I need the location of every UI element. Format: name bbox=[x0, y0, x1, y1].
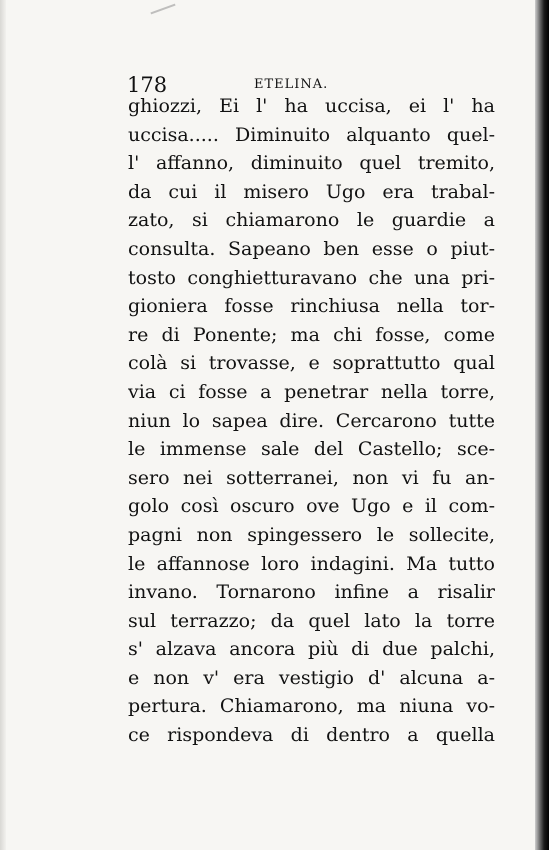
scan-mark bbox=[150, 4, 175, 15]
text-line: da cui il misero Ugo era trabal- bbox=[128, 180, 495, 203]
text-line: e non v' era vestigio d' alcuna a- bbox=[128, 666, 495, 689]
text-line: le immense sale del Castello; sce- bbox=[128, 438, 495, 461]
text-line: gioniera fosse rinchiusa nella tor- bbox=[128, 295, 495, 318]
text-line: zato, si chiamarono le guardie a bbox=[128, 209, 495, 232]
text-line: invano. Tornarono infine a risalir bbox=[128, 581, 495, 604]
text-line: l' affanno, diminuito quel tremito, bbox=[128, 152, 495, 175]
text-line: consulta. Sapeano ben esse o piut- bbox=[128, 237, 495, 260]
text-line: tosto conghietturavano che una pri- bbox=[128, 266, 495, 289]
text-line: pertura. Chiamarono, ma niuna vo- bbox=[128, 695, 495, 718]
text-line: ghiozzi, Ei l' ha uccisa, ei l' ha bbox=[128, 95, 495, 117]
running-head: ETELINA. bbox=[254, 77, 329, 92]
text-line: colà si trovasse, e soprattutto qual bbox=[128, 352, 495, 375]
text-line: re di Ponente; ma chi fosse, come bbox=[128, 323, 495, 346]
text-line: via ci fosse a penetrar nella torre, bbox=[128, 380, 495, 403]
text-line: ce rispondeva di dentro a quella bbox=[128, 724, 495, 747]
text-line: sero nei sotterranei, non vi fu an- bbox=[128, 466, 495, 489]
page-left-edge bbox=[0, 0, 6, 850]
text-line: niun lo sapea dire. Cercarono tutte bbox=[128, 409, 495, 432]
text-line: golo così oscuro ove Ugo e il com- bbox=[128, 495, 495, 518]
body-text bbox=[128, 92, 495, 750]
text-line: s' alzava ancora più di due palchi, bbox=[128, 638, 495, 661]
page-right-edge-shadow bbox=[535, 0, 549, 850]
page-number: 178 bbox=[127, 73, 168, 97]
text-line: uccisa..... Diminuito alquanto quel- bbox=[128, 123, 495, 146]
text-line: sul terrazzo; da quel lato la torre bbox=[128, 609, 495, 632]
text-line: le affannose loro indagini. Ma tutto bbox=[128, 552, 495, 575]
text-line: pagni non spingessero le sollecite, bbox=[128, 523, 495, 546]
